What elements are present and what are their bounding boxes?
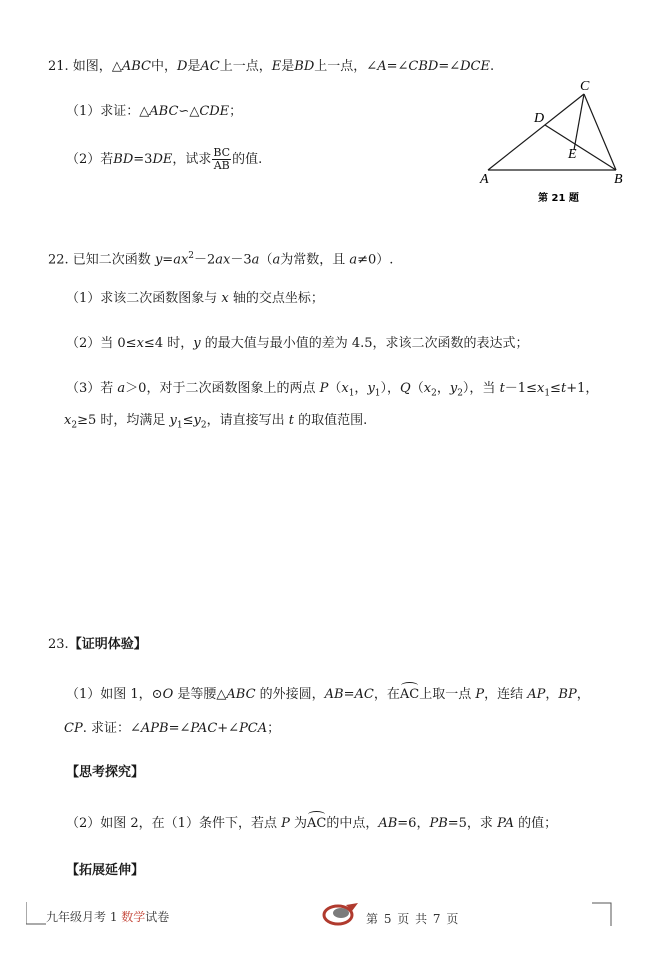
q23-part1: （1）如图 1，⊙O 是等腰△ABC 的外接圆，AB=AC，在AC上取一点 P，连结 AP，BP， bbox=[66, 685, 590, 705]
q23-part1-cont: CP. 求证：∠APB=∠PAC+∠PCA； bbox=[64, 721, 281, 736]
q21-part2: （2）若BD=3DE，试求 $\frac{BC}{AB}$ 的值. bbox=[66, 146, 263, 172]
label-E: E bbox=[568, 147, 577, 162]
figure-21-triangle bbox=[478, 76, 628, 211]
q23-title: 23.【证明体验】 bbox=[48, 637, 147, 652]
arc-ac-2: AC bbox=[307, 814, 326, 834]
q22-part3-cont: $x_2\ge 5$ 时，均满足 $y_1\le y_2$，请直接写出 t 的取值范围. bbox=[64, 413, 368, 431]
q22-part1: （1）求该二次函数图象与 x 轴的交点坐标； bbox=[66, 291, 324, 306]
arc-ac: AC bbox=[400, 685, 419, 705]
label-C: C bbox=[580, 79, 590, 94]
corner-mark-left bbox=[26, 902, 46, 926]
footer-exam-title: 九年级月考 1 数学试卷 bbox=[46, 910, 170, 924]
label-B: B bbox=[614, 172, 623, 187]
label-A: A bbox=[480, 172, 489, 187]
q22-stem: 22. 已知二次函数 $y=ax^2-2ax-3a(a$为常数，且 a≠0）. bbox=[48, 251, 394, 268]
figure-21-caption: 第 21 题 bbox=[538, 193, 579, 204]
q21-stem: 21. 如图，△ABC中，D是AC上一点，E是BD上一点，∠A=∠CBD=∠DCE. bbox=[48, 59, 495, 74]
publisher-logo-icon bbox=[322, 901, 362, 927]
q21-part1: （1）求证：△ABC∽△CDE； bbox=[66, 104, 243, 119]
footer-page-number: 第 5 页 共 7 页 bbox=[366, 912, 460, 926]
q22-part3: （3）若 a＞0，对于二次函数图象上的两点 $P(x_1$，$y_1$），$Q(x_2$，$y_2$），当 $t-1\le x_1\le t+1$， bbox=[66, 381, 599, 399]
q22-part2: （2）当 0≤x≤4 时，y 的最大值与最小值的差为 4.5，求该二次函数的表达式； bbox=[66, 336, 529, 351]
label-D: D bbox=[534, 111, 545, 126]
q23-tag-extend: 【拓展延伸】 bbox=[66, 863, 145, 878]
q23-part2: （2）如图 2，在（1）条件下，若点 P 为AC的中点，AB=6，PB=5，求 PA 的值； bbox=[66, 814, 557, 834]
corner-mark-right bbox=[592, 902, 612, 926]
q23-tag-explore: 【思考探究】 bbox=[66, 765, 145, 780]
fraction-bc-ab: $\frac{BC}{AB}$ bbox=[213, 146, 231, 172]
